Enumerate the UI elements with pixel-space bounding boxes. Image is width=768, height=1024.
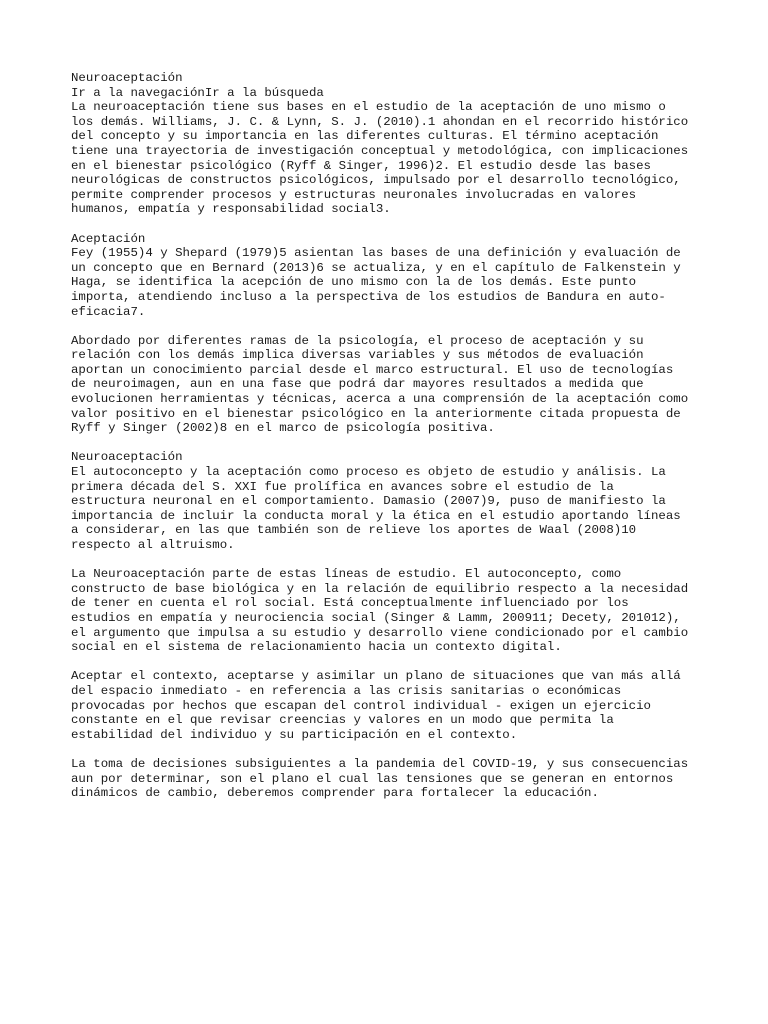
intro-paragraph — [71, 100, 703, 217]
text-line: los demás. Williams, J. C. & Lynn, S. J. (2010).1 ahondan en el recorrido histórico — [71, 114, 689, 129]
text-line: de neuroimagen, aun en una fase que podrá dar mayores resultados a medida que — [71, 377, 644, 392]
document-title: Neuroaceptación — [71, 71, 183, 85]
text-line: constructo de base biológica y en la relación de equilibrio respecto a la necesidad — [71, 581, 689, 596]
text-line: evolucionen herramientas y técnicas, acerca a una comprensión de la aceptación como — [71, 392, 689, 407]
text-line: estructura neuronal en el comportamiento. Damasio (2007)9, puso de manifiesto la — [71, 494, 666, 509]
text-line: de tener en cuenta el rol social. Está conceptualmente influenciado por los — [71, 596, 629, 611]
text-line: humanos, empatía y responsabilidad social3. — [71, 202, 391, 217]
text-line: Fey (1955)4 y Shepard (1979)5 asientan las bases de una definición y evaluación de — [71, 246, 681, 261]
text-line: Ryff y Singer (2002)8 en el marco de psicología positiva. — [71, 421, 495, 436]
text-line: Haga, se identifica la acepción de uno mismo con la de los demás. Este punto — [71, 275, 637, 290]
text-line: La toma de decisiones subsiguientes a la pandemia del COVID-19, y sus consecuencias — [71, 756, 689, 771]
text-line: Aceptar el contexto, aceptarse y asimilar un plano de situaciones que van más allá — [71, 669, 681, 684]
text-line: provocadas por hechos que escapan del control individual - exigen un ejercicio — [71, 698, 651, 713]
paragraph — [71, 246, 703, 319]
text-line: respecto al altruismo. — [71, 538, 235, 552]
navigation-links[interactable]: Ir a la navegaciónIr a la búsqueda — [71, 85, 324, 100]
intro-section — [71, 71, 703, 217]
text-line: La neuroaceptación tiene sus bases en el estudio de la aceptación de uno mismo o — [71, 100, 666, 115]
text-line: dinámicos de cambio, deberemos comprender para fortalecer la educación. — [71, 786, 599, 801]
text-line: del concepto y su importancia en las diferentes culturas. El término aceptación — [71, 129, 659, 144]
text-line: neurológicas de constructos psicológicos, impulsado por el desarrollo tecnológico, — [71, 173, 681, 188]
text-line: relación con los demás implica diversas variables y sus métodos de evaluación — [71, 348, 644, 363]
section-heading: Neuroaceptación — [71, 450, 183, 465]
text-line: constante en el que revisar creencias y valores en un modo que permita la — [71, 713, 614, 728]
text-line: del espacio inmediato - en referencia a las crisis sanitarias o económicas — [71, 683, 622, 698]
text-line: un concepto que en Bernard (2013)6 se actualiza, y en el capítulo de Falkenstein y — [71, 260, 681, 275]
paragraph — [71, 757, 703, 801]
paragraph — [71, 465, 703, 553]
text-line: tiene una trayectoria de investigación conceptual y metodológica, con implicaciones — [71, 143, 689, 158]
text-line: aun por determinar, son el plano el cual las tensiones que se generan en entornos — [71, 771, 674, 786]
text-line: importa, atendiendo incluso a la perspectiva de los estudios de Bandura en auto- — [71, 289, 666, 304]
text-line: El autoconcepto y la aceptación como proceso es objeto de estudio y análisis. La — [71, 465, 666, 480]
text-line: eficacia7. — [71, 304, 146, 319]
document-page — [71, 71, 703, 815]
text-line: el argumento que impulsa a su estudio y desarrollo viene condicionado por el cambio — [71, 625, 689, 640]
aceptacion-section — [71, 232, 703, 320]
text-line: valor positivo en el bienestar psicológico en la anteriormente citada propuesta de — [71, 406, 681, 421]
text-line: La Neuroaceptación parte de estas líneas de estudio. El autoconcepto, como — [71, 567, 622, 582]
text-line: permite comprender procesos y estructuras neuronales involucradas en valores — [71, 187, 637, 202]
text-line: en el bienestar psicológico (Ryff & Singer, 1996)2. El estudio desde las bases — [71, 158, 651, 173]
text-line: Abordado por diferentes ramas de la psicología, el proceso de aceptación y su — [71, 333, 644, 348]
text-line: importancia de incluir la conducta moral y la ética en el estudio aportando líneas — [71, 508, 681, 523]
paragraph — [71, 669, 703, 742]
paragraph — [71, 567, 703, 655]
neuroaceptacion-section — [71, 450, 703, 552]
text-line: estudios en empatía y neurociencia social (Singer & Lamm, 200911; Decety, 201012), — [71, 610, 681, 625]
text-line: social en el sistema de relacionamiento hacia un contexto digital. — [71, 640, 562, 655]
text-line: estabilidad del individuo y su participación en el contexto. — [71, 727, 518, 742]
paragraph — [71, 334, 703, 436]
text-line: aportan un conocimiento parcial desde el marco estructural. El uso de tecnologías — [71, 362, 674, 377]
text-line: primera década del S. XXI fue prolífica en avances sobre el estudio de la — [71, 479, 614, 494]
section-heading: Aceptación — [71, 231, 146, 246]
text-line: a considerar, en las que también son de relieve los aportes de Waal (2008)10 — [71, 523, 637, 538]
